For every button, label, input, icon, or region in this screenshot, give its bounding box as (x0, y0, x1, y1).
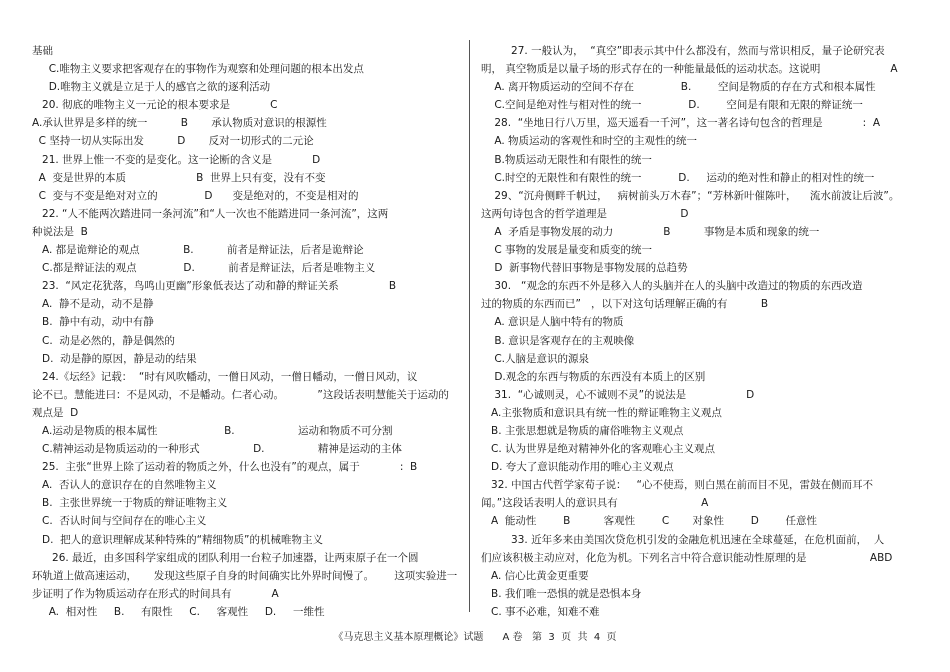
text-line: A 变是世界的本质 B 世界上只有变，没有不变 (32, 171, 326, 184)
text-line: A 能动性 B 客观性 C 对象性 D 任意性 (481, 515, 818, 528)
text-line: 32. 中国古代哲学家荀子说： “心不使焉，则白黑在前而目不见，雷鼓在侧而耳不 (481, 479, 874, 492)
text-line: 们应该积极主动应对，化危为机。下列名言中符合意识能动性原理的是 ABD (481, 551, 893, 564)
text-line: C.人脑是意识的源泉 (481, 352, 590, 365)
text-line: 30. “观念的东西不外是移入人的头脑并在人的头脑中改造过的物质的东西改造 (481, 280, 863, 293)
text-line: C.唯物主义要求把客观存在的事物作为观察和处理问题的根本出发点 (32, 63, 364, 76)
text-line: 24.《坛经》记载： “时有风吹幡动，一僧日风动，一僧日幡动，一僧日风动，议 (32, 370, 418, 383)
text-line: 33. 近年多来由美国次贷危机引发的金融危机迅速在全球蔓延，在危机面前， 人 (481, 533, 885, 546)
left-column (32, 42, 462, 621)
text-line: A. 都是诡辩论的观点 B. 前者是辩证法，后者是诡辩论 (32, 244, 364, 257)
text-line: 过的物质的东西而已” ，以下对这句话理解正确的有 B (481, 298, 769, 311)
text-line: C 事物的发展是量变和质变的统一 (481, 244, 653, 257)
text-line: 环轨道上做高速运动， 发现这些原子自身的时间确实比外界时间慢了。 这项实验进一 (32, 569, 458, 582)
text-line: 28. “坐地日行八万里，巡天遥看一千河”，这一著名诗句包含的哲理是 : A (481, 117, 881, 130)
text-line: 论不已。慧能进曰：不是风动，不是幡动。仁者心动。 ”这段话表明慧能关于运动的 (32, 388, 449, 401)
right-column (481, 42, 926, 621)
text-line: C.空间是绝对性与相对性的统一 D. 空间是有限和无限的辩证统一 (481, 99, 863, 112)
text-line: 20. 彻底的唯物主义一元论的根本要求是 C (32, 99, 278, 112)
text-line: C. 否认时间与空间存在的唯心主义 (32, 515, 207, 528)
text-line: A. 否认人的意识存在的自然唯物主义 (32, 479, 217, 492)
text-line: 这两句诗包含的哲学道理是 D (481, 207, 689, 220)
text-line: C.精神运动是物质运动的一种形式 D. 精神是运动的主体 (32, 443, 402, 456)
text-line: 明， 真空物质是以量子场的形式存在的一种能量最低的运动状态。这说明 A (481, 63, 898, 76)
text-line: B. 主张世界统一于物质的辩证唯物主义 (32, 497, 228, 510)
text-line: A. 离开物质运动的空间不存在 B. 空间是物质的存在方式和根本属性 (481, 81, 876, 94)
text-line: D. 把人的意识理解成某种特殊的“精细物质”的机械唯物主义 (32, 533, 323, 546)
text-line: 种说法是 B (32, 225, 88, 238)
text-line: 观点是 D (32, 406, 79, 419)
text-line: B. 意识是客观存在的主观映像 (481, 334, 635, 347)
text-line: 26. 最近，由多国科学家组成的团队利用一台粒子加速器，让两束原子在一个圆 (32, 551, 419, 564)
text-line: 29、“沉舟侧畔千帆过， 病树前头万木春”；“芳林新叶催陈叶， 流水前波让后波”。 (481, 189, 900, 202)
text-line: 闻。”这段话表明人的意识具有 A (481, 497, 709, 510)
text-line: A.承认世界是多样的统一 B 承认物质对意识的根源性 (32, 117, 327, 130)
text-line: B. 静中有动，动中有静 (32, 316, 154, 329)
text-line: C.时空的无限性和有限性的统一 D. 运动的绝对性和静止的相对性的统一 (481, 171, 875, 184)
text-line: A.运动是物质的根本属性 B. 运动和物质不可分割 (32, 424, 393, 437)
text-line: C. 认为世界是绝对精神外化的客观唯心主义观点 (481, 443, 716, 456)
text-line: A. 物质运动的客观性和时空的主观性的统一 (481, 135, 698, 148)
text-line: C.都是辩证法的观点 D. 前者是辩证法，后者是唯物主义 (32, 262, 376, 275)
text-line: D.观念的东西与物质的东西没有本质上的区别 (481, 370, 706, 383)
text-line: 31. “心诚则灵，心不诚则不灵”的说法是 D (481, 388, 755, 401)
text-line: A. 相对性 B. 有限性 C. 客观性 D. 一维性 (32, 605, 325, 618)
text-line: 25. 主张“世界上除了运动着的物质之外，什么也没有”的观点，属于 : B (32, 461, 418, 474)
text-line: B. 我们唯一恐惧的就是恐惧本身 (481, 587, 642, 600)
text-line: B. 主张思想就是物质的庸俗唯物主义观点 (481, 424, 684, 437)
text-line: A. 意识是人脑中特有的物质 (481, 316, 624, 329)
text-line: 23. “风定花犹落，鸟鸣山更幽”形象低表达了动和静的辩证关系 B (32, 280, 397, 293)
text-line: D.唯物主义就是立足于人的感官之欲的逐利活动 (32, 81, 271, 94)
text-line: 21. 世界上惟一不变的是变化。这一论断的含义是 D (32, 153, 321, 166)
column-divider (469, 40, 470, 612)
text-line: C. 动是必然的，静是偶然的 (32, 334, 175, 347)
text-line: 基础 (32, 45, 53, 57)
text-line: C 坚持一切从实际出发 D 反对一切形式的二元论 (32, 135, 314, 148)
text-line: C 变与不变是绝对对立的 D 变是绝对的，不变是相对的 (32, 189, 359, 202)
text-line: 步证明了作为物质运动存在形式的时间具有 A (32, 587, 279, 600)
text-line: A. 静不是动，动不是静 (32, 298, 154, 311)
page-footer: 《马克思主义基本原理概论》试题 A 卷 第 3 页 共 4 页 (333, 632, 617, 643)
text-line: D. 夸大了意识能动作用的唯心主义观点 (481, 461, 674, 474)
text-line: A.主张物质和意识具有统一性的辩证唯物主义观点 (481, 406, 722, 419)
text-line: D. 动是静的原因，静是动的结果 (32, 352, 197, 365)
text-line: 27. 一般认为， “真空”即表示其中什么都没有，然而与常识相反，量子论研究表 (481, 45, 885, 57)
text-line: A 矛盾是事物发展的动力 B 事物是本质和现象的统一 (481, 225, 820, 238)
text-line: D 新事物代替旧事物是事物发展的总趋势 (481, 262, 688, 275)
text-line: 22. “人不能两次踏进同一条河流”和“人一次也不能踏进同一条河流”，这两 (32, 207, 389, 220)
text-line: A. 信心比黄金更重要 (481, 569, 589, 582)
text-line: C. 事不必难，知难不难 (481, 605, 600, 618)
text-line: B.物质运动无限性和有限性的统一 (481, 153, 652, 166)
